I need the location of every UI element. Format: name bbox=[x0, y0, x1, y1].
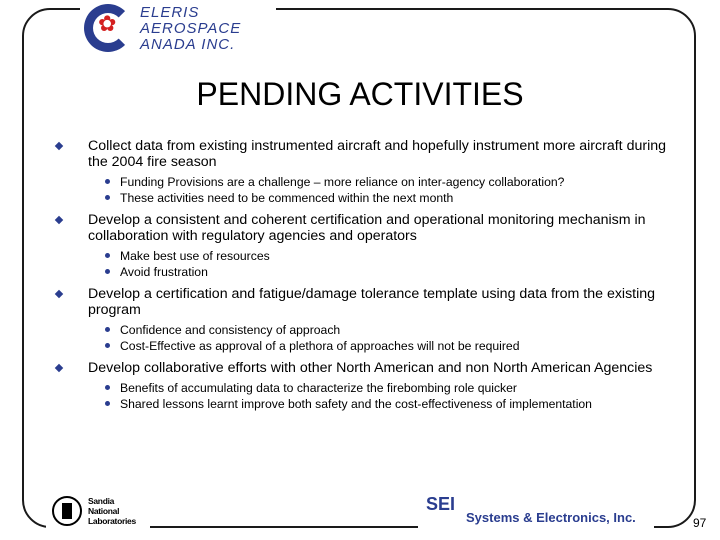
sub-bullet-list bbox=[120, 323, 674, 353]
maple-leaf-icon: ✿ bbox=[98, 11, 117, 36]
sub-bullet-text: Cost-Effective as approval of a plethora of approaches will not be required bbox=[120, 339, 520, 353]
sub-bullet-item bbox=[120, 249, 674, 263]
slide-title: PENDING ACTIVITIES bbox=[196, 76, 524, 112]
sandia-line-1: Sandia bbox=[88, 496, 115, 506]
sub-bullet-text: Make best use of resources bbox=[120, 249, 270, 263]
sub-bullet-item bbox=[120, 397, 674, 411]
dot-bullet-icon bbox=[105, 269, 110, 274]
bullet-text: Collect data from existing instrumented aircraft and hopefully instrument more aircraft during the 2004 fire season bbox=[88, 138, 667, 170]
sub-bullet-text: Funding Provisions are a challenge – more reliance on inter-agency collaboration? bbox=[120, 175, 565, 189]
sub-bullet-item bbox=[120, 339, 674, 353]
celeris-logo bbox=[84, 4, 274, 56]
sub-bullet-item bbox=[120, 381, 674, 395]
sei-logo: SEI bbox=[426, 494, 456, 514]
sub-bullet-item bbox=[120, 191, 674, 205]
sei-company-name: Systems & Electronics, Inc. bbox=[466, 510, 636, 525]
dot-bullet-icon bbox=[105, 385, 110, 390]
sub-bullet-item bbox=[120, 265, 674, 279]
sub-bullet-text: Benefits of accumulating data to characterize the firebombing role quicker bbox=[120, 381, 517, 395]
bullet-item bbox=[54, 286, 674, 318]
sub-bullet-list bbox=[120, 249, 674, 279]
dot-bullet-icon bbox=[105, 343, 110, 348]
diamond-bullet-icon bbox=[55, 142, 63, 150]
diamond-bullet-icon bbox=[55, 364, 63, 372]
dot-bullet-icon bbox=[105, 179, 110, 184]
dot-bullet-icon bbox=[105, 253, 110, 258]
sub-bullet-text: Avoid frustration bbox=[120, 265, 208, 279]
sub-bullet-item bbox=[120, 175, 674, 189]
bullet-item bbox=[54, 212, 674, 244]
bullet-list bbox=[54, 138, 674, 418]
sandia-line-2: National bbox=[88, 506, 120, 516]
dot-bullet-icon bbox=[105, 401, 110, 406]
sandia-thunderbird-icon bbox=[52, 496, 82, 526]
sub-bullet-item bbox=[120, 323, 674, 337]
sub-bullet-text: These activities need to be commenced within the next month bbox=[120, 191, 454, 205]
bullet-text: Develop collaborative efforts with other North American and non North American Agencies bbox=[88, 360, 653, 376]
bullet-item bbox=[54, 360, 674, 376]
sandia-logo bbox=[52, 494, 146, 532]
diamond-bullet-icon bbox=[55, 216, 63, 224]
logo-line-1: ELERIS bbox=[140, 4, 200, 21]
sandia-line-3: Laboratories bbox=[88, 516, 136, 526]
sub-bullet-text: Shared lessons learnt improve both safety and the cost-effectiveness of implementation bbox=[120, 397, 592, 411]
dot-bullet-icon bbox=[105, 327, 110, 332]
sub-bullet-list bbox=[120, 175, 674, 205]
dot-bullet-icon bbox=[105, 195, 110, 200]
bullet-text: Develop a certification and fatigue/damage tolerance template using data from the existing program bbox=[88, 286, 656, 318]
sub-bullet-list bbox=[120, 381, 674, 411]
logo-line-2: AEROSPACE bbox=[140, 20, 242, 37]
logo-line-3: ANADA INC. bbox=[140, 36, 236, 53]
sub-bullet-text: Confidence and consistency of approach bbox=[120, 323, 341, 337]
page-number: 97 bbox=[693, 516, 707, 530]
bullet-item bbox=[54, 138, 674, 170]
bullet-text: Develop a consistent and coherent certification and operational monitoring mechanism in collaboration with regulatory agencies and operators bbox=[88, 212, 646, 244]
diamond-bullet-icon bbox=[55, 290, 63, 298]
